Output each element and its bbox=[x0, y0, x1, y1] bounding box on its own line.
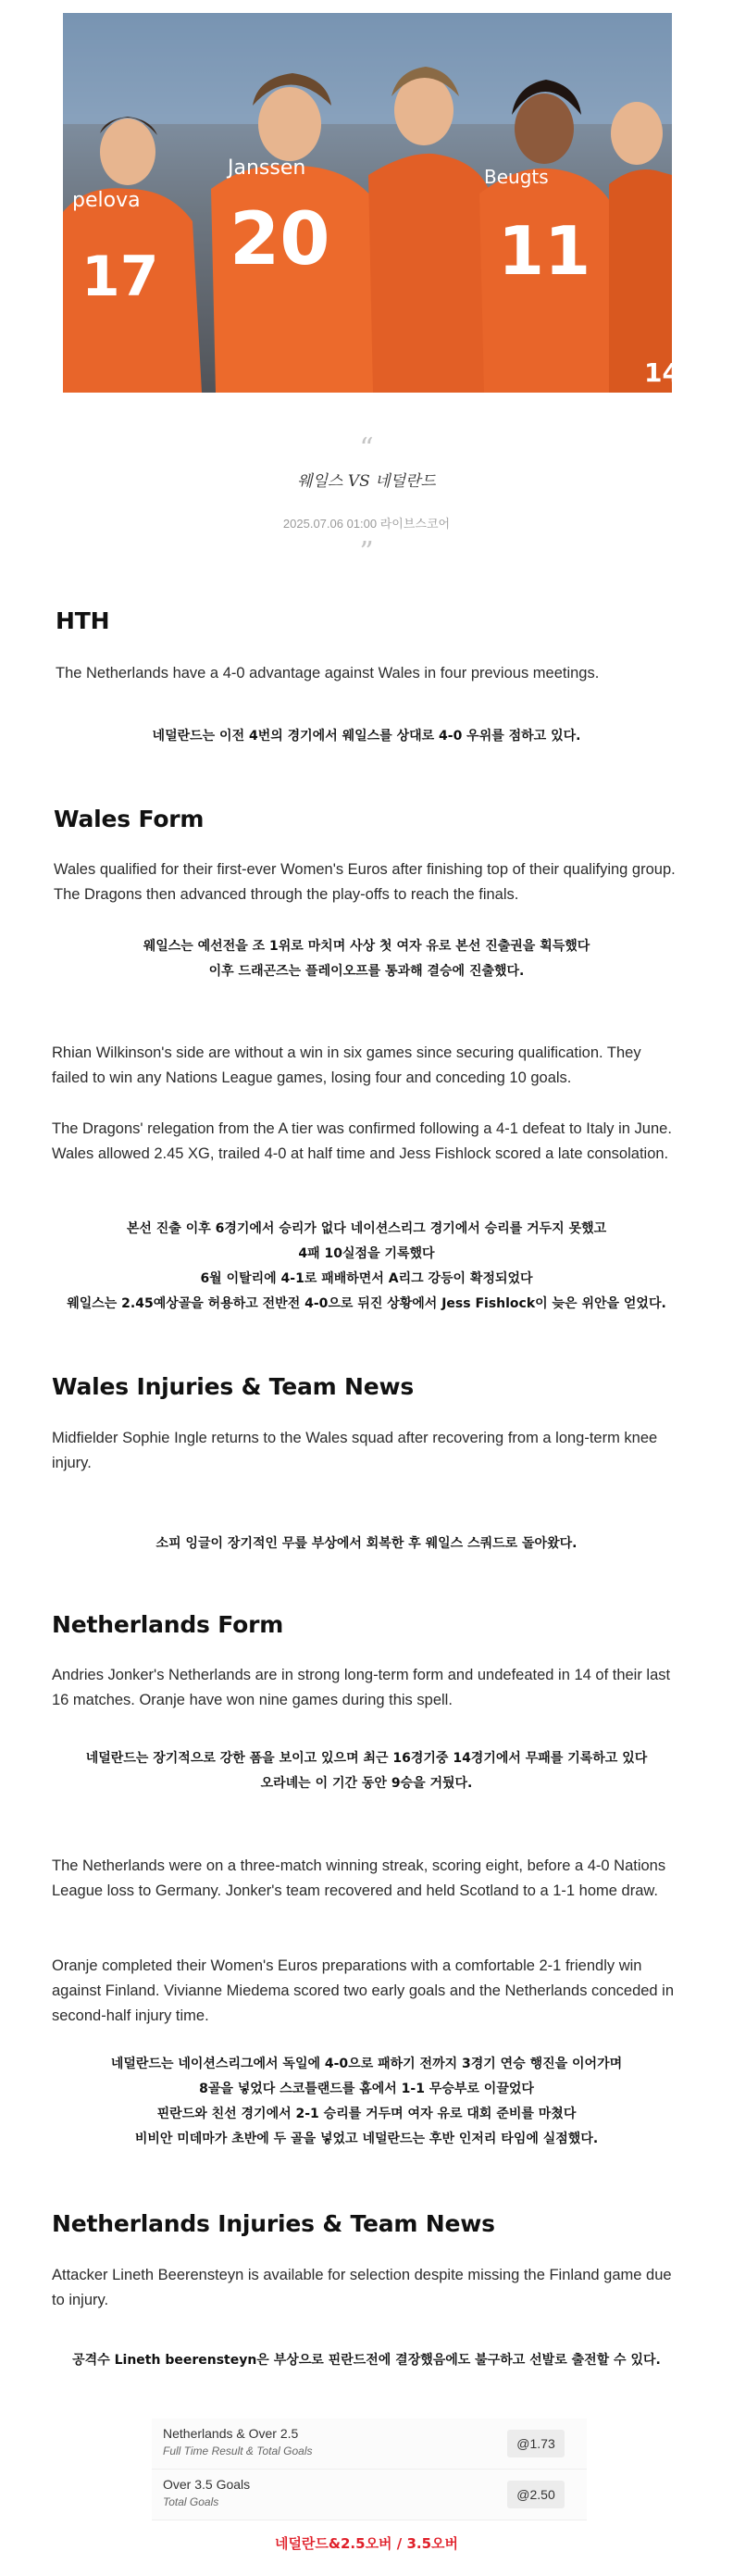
netherlands-form-korean-2 bbox=[37, 2052, 696, 2152]
netherlands-news-korean: 공격수 Lineth beerensteyn은 부상으로 핀란드전에 결장했음에도 불구하고 선발로 출전할 수 있다. bbox=[72, 2353, 661, 2368]
odds-table bbox=[152, 2419, 587, 2520]
jersey-number: 11 bbox=[498, 212, 591, 290]
jersey-name: Janssen bbox=[228, 156, 306, 180]
odds-label: Netherlands & Over 2.5 bbox=[163, 2426, 299, 2441]
hero-image bbox=[63, 13, 680, 393]
jersey-number: 17 bbox=[81, 244, 159, 309]
ko-line: 오라녜는 이 기간 동안 9승을 거뒀다. bbox=[260, 1776, 473, 1791]
wales-form-text-2: Rhian Wilkinson's side are without a win in six games since securing qualification. They failed to win any Nations League games, losing four and conceding 10 goals. bbox=[52, 1044, 641, 1086]
heading-hth: HTH bbox=[56, 607, 110, 634]
ko-line: 이후 드래곤즈는 플레이오프를 통과해 결승에 진출했다. bbox=[208, 964, 525, 979]
ko-line: 웨일스는 2.45예상골을 허용하고 전반전 4-0으로 뒤진 상황에서 Jess Fishlock이 늦은 위안을 얻었다. bbox=[67, 1296, 666, 1311]
ko-line: 핀란드와 친선 경기에서 2-1 승리를 거두며 여자 유로 대회 준비를 마쳤다 bbox=[156, 2107, 577, 2121]
odds-price-button[interactable]: @1.73 bbox=[507, 2430, 565, 2457]
jersey-name: pelova bbox=[72, 189, 141, 212]
odds-row[interactable] bbox=[152, 2419, 587, 2470]
final-pick: 네덜란드&2.5오버 / 3.5오버 bbox=[274, 2535, 459, 2552]
wales-form-text-1: Wales qualified for their first-ever Women's Euros after finishing top of their qualifying group. The Dragons then advanced through the play-offs to reach the finals. bbox=[54, 861, 676, 903]
jersey-number: 14 bbox=[644, 357, 680, 388]
wales-form-text-3: The Dragons' relegation from the A tier was confirmed following a 4-1 defeat to Italy in June. Wales allowed 2.45 XG, trailed 4-0 at half time and Jess Fishlock scored a late consolation. bbox=[52, 1120, 672, 1162]
hth-text: The Netherlands have a 4-0 advantage against Wales in four previous meetings. bbox=[56, 665, 600, 682]
ko-line: 본선 진출 이후 6경기에서 승리가 없다 네이션스리그 경기에서 승리를 거두지 못했고 bbox=[126, 1221, 607, 1236]
wales-news-korean: 소피 잉글이 장기적인 무릎 부상에서 회복한 후 웨일스 스쿼드로 돌아왔다. bbox=[155, 1536, 578, 1551]
heading-netherlands-form: Netherlands Form bbox=[52, 1611, 284, 1638]
netherlands-form-text-1: Andries Jonker's Netherlands are in strong long-term form and undefeated in 14 of their last 16 matches. Oranje have won nine games during this spell. bbox=[52, 1667, 671, 1708]
match-meta: 2025.07.06 01:00 라이브스코어 bbox=[282, 517, 451, 531]
heading-netherlands-news: Netherlands Injuries & Team News bbox=[52, 2210, 495, 2237]
ko-line: 4패 10실점을 기록했다 bbox=[298, 1246, 435, 1261]
wales-news-text: Midfielder Sophie Ingle returns to the Wales squad after recovering from a long-term knee injury. bbox=[52, 1430, 658, 1471]
ko-line: 웨일스는 예선전을 조 1위로 마치며 사상 첫 여자 유로 본선 진출권을 획득했다 bbox=[143, 939, 590, 954]
netherlands-news-text: Attacker Lineth Beerensteyn is available for selection despite missing the Finland game due to injury. bbox=[52, 2267, 672, 2308]
heading-wales-form: Wales Form bbox=[54, 806, 205, 832]
jersey-name: Beugts bbox=[484, 166, 549, 188]
jersey-number: 20 bbox=[230, 198, 330, 281]
odds-price-button[interactable]: @2.50 bbox=[507, 2481, 565, 2508]
odds-market: Total Goals bbox=[163, 2495, 219, 2508]
wales-form-korean-2 bbox=[37, 1217, 696, 1317]
close-quote-icon: ” bbox=[359, 536, 374, 569]
hth-korean: 네덜란드는 이전 4번의 경기에서 웨일스를 상대로 4-0 우위를 점하고 있다. bbox=[152, 729, 581, 744]
ko-line: 네덜란드는 네이션스리그에서 독일에 4-0으로 패하기 전까지 3경기 연승 행진을 이어가며 bbox=[110, 2057, 623, 2071]
wales-form-korean-1 bbox=[37, 934, 696, 984]
ko-line: 네덜란드는 장기적으로 강한 폼을 보이고 있으며 최근 16경기중 14경기에서 무패를 기록하고 있다 bbox=[85, 1751, 648, 1766]
open-quote-icon: “ bbox=[359, 432, 374, 465]
odds-label: Over 3.5 Goals bbox=[163, 2477, 251, 2492]
heading-wales-news: Wales Injuries & Team News bbox=[52, 1373, 415, 1400]
odds-market: Full Time Result & Total Goals bbox=[163, 2445, 313, 2457]
match-title: 웨일스 VS 네덜란드 bbox=[297, 472, 436, 491]
netherlands-form-text-2: The Netherlands were on a three-match winning streak, scoring eight, before a 4-0 Nations League loss to Germany. Jonker's team recovered and held Scotland to a 1-1 home draw. bbox=[52, 1857, 666, 1899]
netherlands-form-korean-1 bbox=[37, 1746, 696, 1796]
hero-illustration bbox=[63, 13, 672, 393]
ko-line: 6월 이탈리에 4-1로 패배하면서 A리그 강등이 확정되었다 bbox=[200, 1271, 533, 1286]
ko-line: 8골을 넣었다 스코틀랜드를 홈에서 1-1 무승부로 이끌었다 bbox=[199, 2082, 534, 2096]
netherlands-form-text-3: Oranje completed their Women's Euros preparations with a comfortable 2-1 friendly win against Finland. Vivianne Miedema scored two early goals and the Netherlands conceded in second-half injury time. bbox=[52, 1957, 675, 2024]
odds-row[interactable] bbox=[152, 2470, 587, 2520]
ko-line: 비비안 미데마가 초반에 두 골을 넣었고 네덜란드는 후반 인저리 타임에 실점했다. bbox=[134, 2132, 599, 2146]
